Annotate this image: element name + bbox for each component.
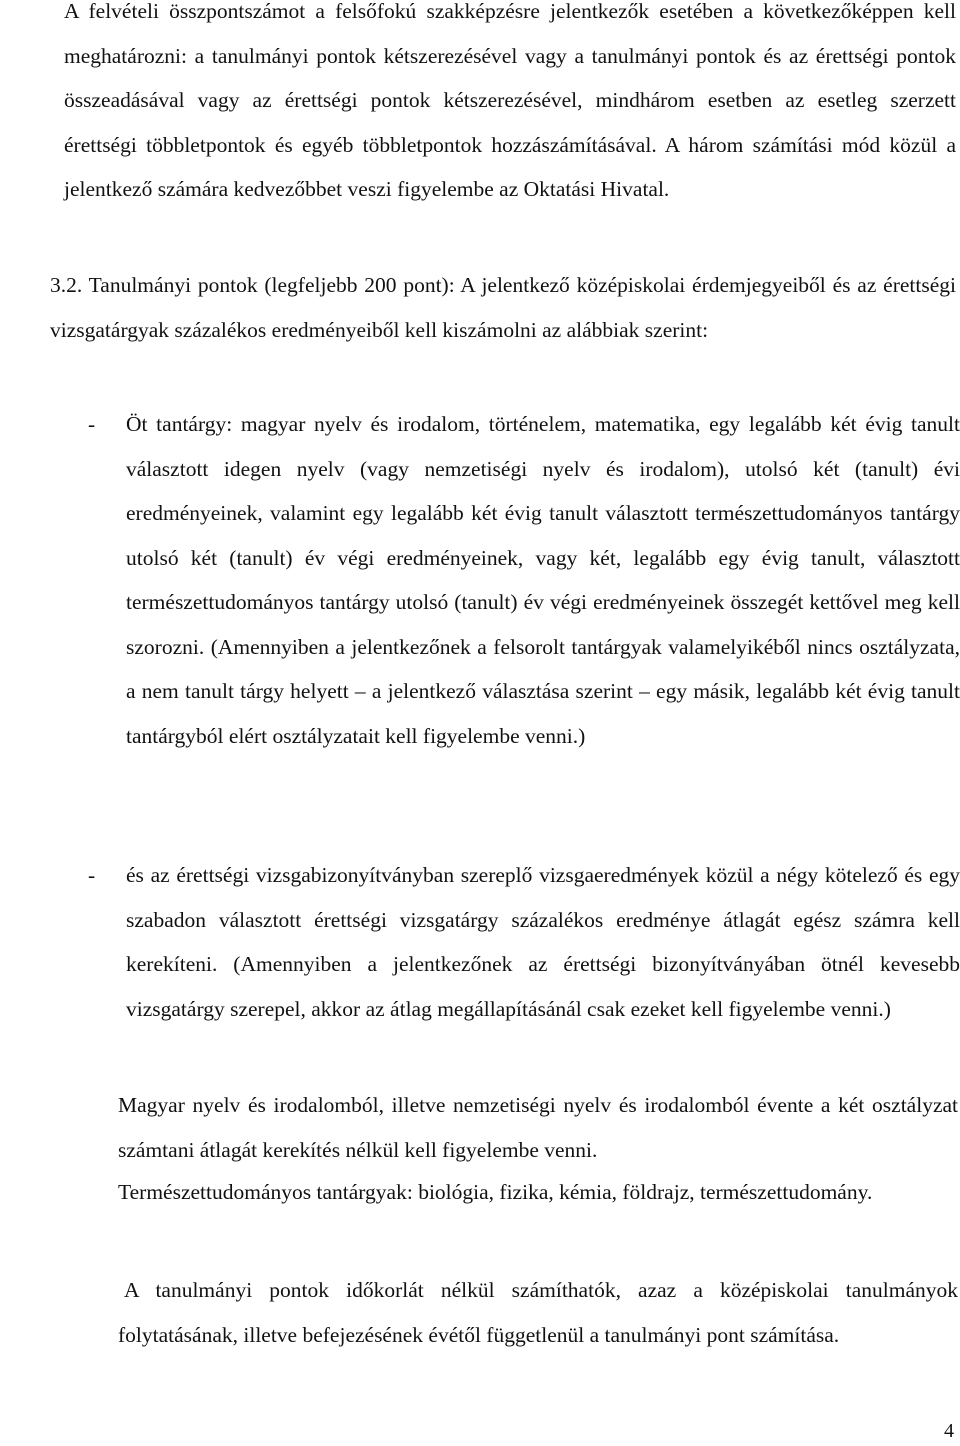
timeless-note: A tanulmányi pontok időkorlát nélkül számíthatók, azaz a középiskolai tanulmányok folytatásának, illetve befejezésének évétől függetlenül a tanulmányi pont számítása. [118, 1278, 958, 1347]
section-3-2-paragraph: 3.2. Tanulmányi pontok (legfeljebb 200 pont): A jelentkező középiskolai érdemjegyeiből és az érettségi vizsgatárgyak százalékos eredményeiből kell kiszámolni az alábbiak szerint: [50, 273, 956, 342]
list-marker: - [88, 412, 96, 436]
list-item-text: és az érettségi vizsgabizonyítványban szereplő vizsgaeredmények közül a négy kötelező és egy szabadon választott érettségi vizsgatárgy százalékos eredménye átlagát egész számra kell kerekíteni. (Amennyiben a jelentkezőnek az érettségi bizonyítványában ötnél kevesebb vizsgatárgy szerepel, akkor az átlag megállapításánál csak ezeket kell figyelembe venni.) [126, 863, 960, 1021]
list-marker: - [88, 863, 96, 887]
list-item-text: Öt tantárgy: magyar nyelv és irodalom, történelem, matematika, egy legalább két évig tanult választott idegen nyelv (vagy nemzetiségi nyelv és irodalom), utolsó két (tanult) évi eredményeinek, valamint egy legalább két évig tanult választott természettudományos tantárgy utolsó két (tanult) év végi eredményeinek, vagy két, legalább egy évig tanult, választott természettudományos tantárgy utolsó (tanult) év végi eredményeinek összegét kettővel meg kell szorozni. (Amennyiben a jelentkezőnek a felsorolt tantárgyak valamelyikéből nincs osztályzata, a nem tanult tárgy helyett – a jelentkező választása szerint – egy másik, legalább két évig tanult tantárgyból elért osztályzatait kell figyelembe venni.) [126, 412, 960, 748]
page-number: 4 [944, 1420, 954, 1442]
intro-paragraph: A felvételi összpontszámot a felsőfokú szakképzésre jelentkezők esetében a következőképpen kell meghatározni: a tanulmányi pontok kétszerezésével vagy a tanulmányi pontok és az érettségi pontok összeadásával vagy az érettségi pontok kétszerezésével, mindhárom esetben az esetleg szerzett érettségi többletpontok és egyéb többletpontok hozzászámításával. A három számítási mód közül a jelentkező számára kedvezőbbet veszi figyelembe az Oktatási Hivatal. [64, 0, 956, 201]
hungarian-note: Magyar nyelv és irodalomból, illetve nemzetiségi nyelv és irodalomból évente a két osztályzat számtani átlagát kerekítés nélkül kell figyelembe venni. [118, 1093, 958, 1162]
science-note: Természettudományos tantárgyak: biológia, fizika, kémia, földrajz, természettudomány. [118, 1180, 873, 1204]
